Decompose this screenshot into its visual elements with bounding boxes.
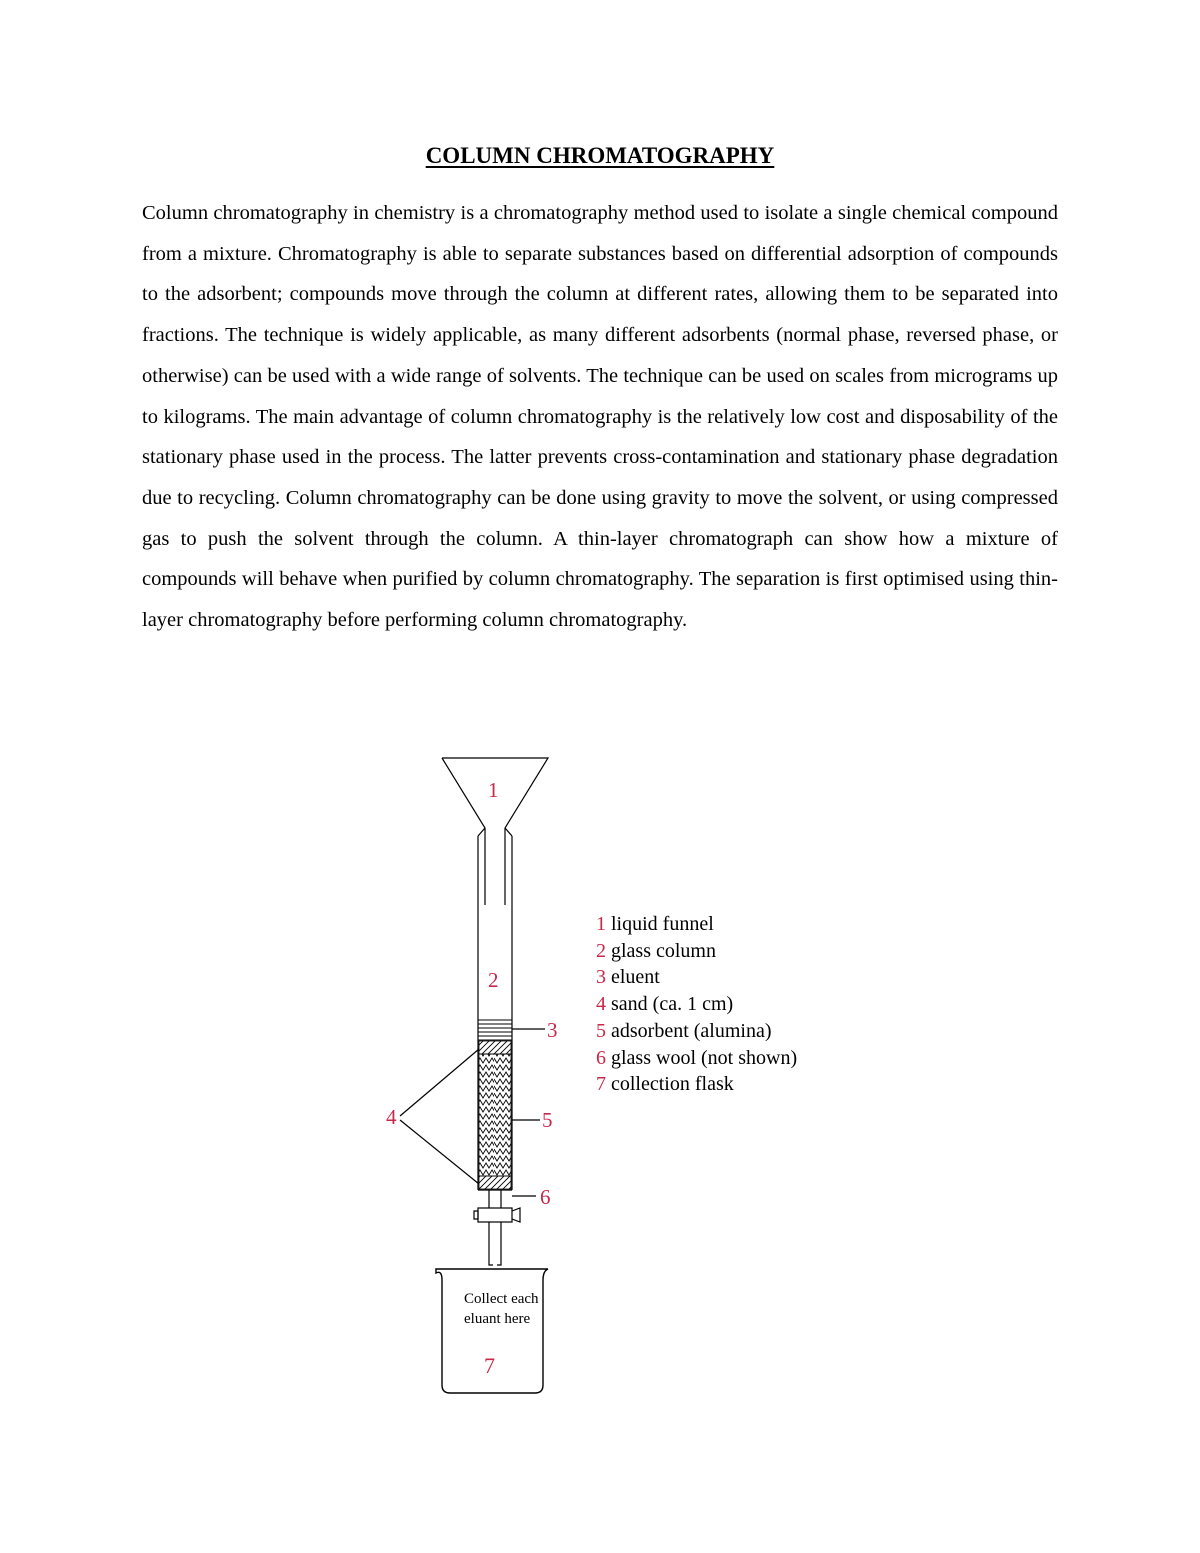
stopcock [474, 1190, 520, 1265]
page-title: COLUMN CHROMATOGRAPHY [425, 143, 775, 168]
legend-item: 7 collection flask [596, 1073, 734, 1096]
sand-layer-bottom [479, 1176, 511, 1189]
callout-eluent: 3 [547, 1018, 558, 1042]
beaker-number: 7 [484, 1353, 495, 1378]
body-paragraph: Column chromatography in chemistry is a chromatography method used to isolate a single chemical compound from a mixture. Chromatography is able to separate substances based on differential adsorption of compounds to the adsorbent; compounds move through the column at different rates, allowing them to be separated into fractions. The technique is widely applicable, as many different adsorbents (normal phase, reversed phase, or otherwise) can be used with a wide range of solvents. The technique can be used on scales from micrograms up to kilograms. The main advantage of column chromatography is the relatively low cost and disposability of the stationary phase used in the process. The latter prevents cross-contamination and stationary phase degradation due to recycling. Column chromatography can be done using gravity to move the solvent, or using compressed gas to push the solvent through the column. A thin-layer chromatograph can show how a mixture of compounds will behave when purified by column chromatography. The separation is first optimised using thin-layer chromatography before performing column chromatography. [142, 202, 1058, 632]
diagram-legend [596, 911, 797, 1098]
legend-item: 3 eluent [596, 966, 660, 989]
beaker-label: Collect each eluant here [464, 1291, 539, 1327]
callout-sand: 4 [386, 1105, 397, 1129]
callout-column: 2 [488, 968, 499, 992]
eluent-band [478, 1020, 512, 1040]
legend-item: 5 adsorbent (alumina) [596, 1019, 772, 1042]
adsorbent-layer [479, 1054, 511, 1176]
callout-lines [400, 1029, 545, 1196]
callout-funnel: 1 [488, 778, 499, 802]
callout-adsorbent: 5 [542, 1108, 553, 1132]
legend-item: 4 sand (ca. 1 cm) [596, 993, 734, 1016]
callout-glass-wool: 6 [540, 1185, 551, 1209]
legend-item: 1 liquid funnel [596, 913, 714, 935]
legend-item: 2 glass column [596, 939, 716, 962]
legend-item: 6 glass wool (not shown) [596, 1046, 798, 1069]
sand-layer-top [479, 1041, 511, 1054]
